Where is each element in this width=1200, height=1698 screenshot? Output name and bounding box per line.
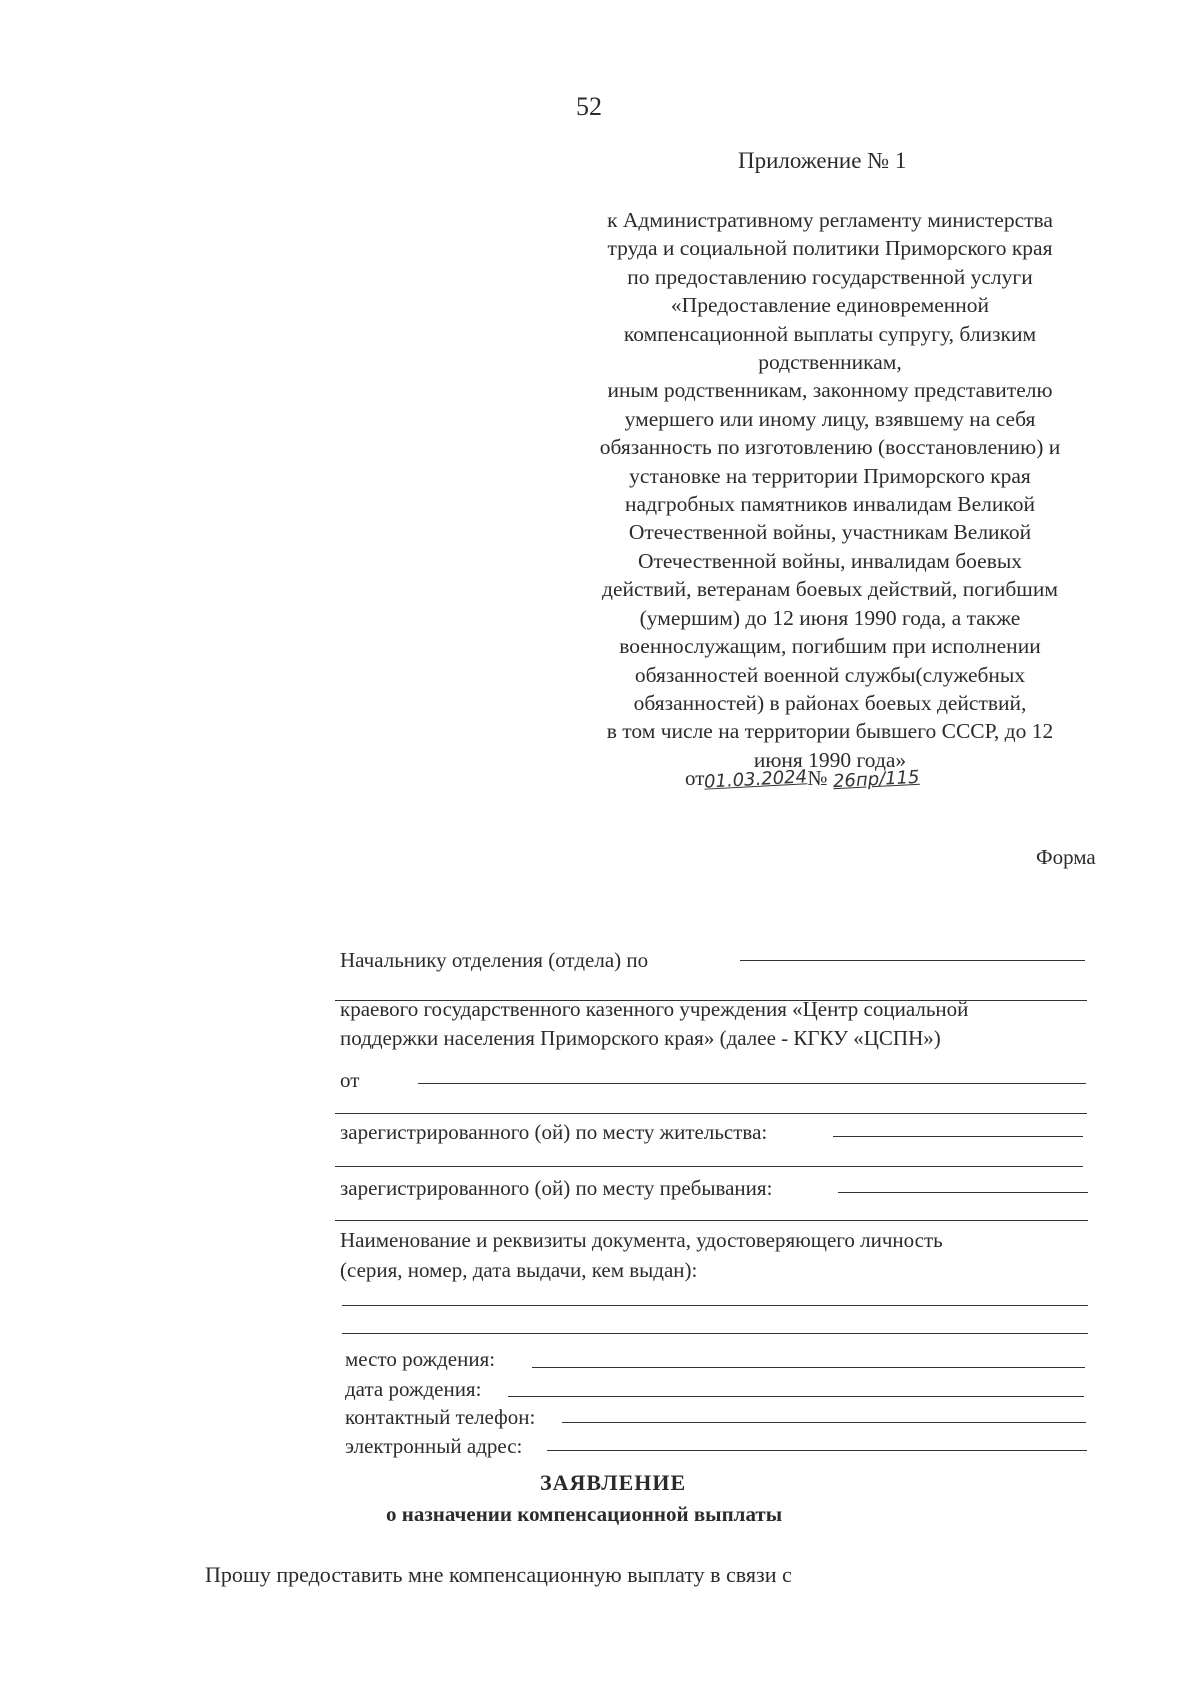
application-subtitle: о назначении компенсационной выплаты	[386, 1502, 783, 1526]
document-blank-line-2[interactable]	[342, 1333, 1088, 1334]
regulation-line: по предоставлению государственной услуги	[627, 264, 1033, 289]
residence-label: зарегистрированного (ой) по месту жительства:	[340, 1120, 768, 1144]
regulation-line: родственникам,	[758, 350, 902, 375]
regulation-line: «Предоставление единовременной	[670, 293, 990, 318]
regulation-line: надгробных памятников инвалидам Великой	[625, 492, 1035, 517]
regulation-line: к Административному регламенту министерства	[607, 208, 1053, 232]
phone-blank-line[interactable]	[562, 1422, 1086, 1423]
stay-blank-line[interactable]	[838, 1192, 1088, 1193]
regulation-line: установке на территории Приморского края	[629, 463, 1031, 488]
from-label: от	[340, 1068, 360, 1092]
regulation-line: умершего или иному лицу, взявшему на себя	[624, 406, 1036, 431]
regulation-date-number	[685, 766, 919, 791]
document-blank-line[interactable]	[342, 1305, 1088, 1306]
birthplace-label: место рождения:	[345, 1347, 496, 1371]
head-blank-line[interactable]	[740, 960, 1085, 961]
number-prefix: №	[807, 766, 828, 790]
regulation-line: иным родственникам, законному представителю	[607, 378, 1053, 403]
regulation-line: действий, ветеранам боевых действий, погибшим	[602, 577, 1058, 602]
phone-label: контактный телефон:	[345, 1405, 536, 1429]
regulation-line: труда и социальной политики Приморского края	[607, 236, 1053, 261]
birthdate-blank-line[interactable]	[508, 1396, 1084, 1397]
regulation-line: обязанностей военной службы(служебных	[634, 662, 1026, 687]
document-line-1: Наименование и реквизиты документа, удостоверяющего личность	[340, 1228, 943, 1252]
application-body-text: Прошу предоставить мне компенсационную выплату в связи с	[205, 1562, 792, 1587]
email-blank-line[interactable]	[547, 1450, 1087, 1451]
handwritten-number: 26пр/115	[832, 766, 920, 793]
from-blank-line[interactable]	[418, 1083, 1086, 1084]
birthplace-blank-line[interactable]	[532, 1367, 1085, 1368]
regulation-line: Отечественной войны, участникам Великой	[628, 520, 1032, 545]
regulation-reference	[560, 206, 1100, 774]
regulation-line: обязанностей) в районах боевых действий,	[633, 690, 1027, 715]
regulation-line: Отечественной войны, инвалидам боевых	[637, 548, 1023, 573]
birthdate-label: дата рождения:	[345, 1377, 482, 1401]
stay-blank-line-2[interactable]	[335, 1220, 1088, 1221]
head-label: Начальнику отделения (отдела) по	[340, 948, 649, 972]
residence-blank-line-2[interactable]	[335, 1166, 1083, 1167]
regulation-line: военнослужащим, погибшим при исполнении	[619, 634, 1041, 659]
email-label: электронный адрес:	[345, 1434, 523, 1458]
regulation-line: обязанность по изготовлению (восстановлению) и	[599, 435, 1061, 460]
appendix-title: Приложение № 1	[738, 148, 907, 173]
handwritten-date: 01.03.2024	[703, 766, 808, 793]
regulation-line: компенсационной выплаты супругу, близким	[623, 321, 1037, 346]
institution-line-1: краевого государственного казенного учреждения «Центр социальной	[340, 997, 969, 1021]
institution-line-2: поддержки населения Приморского края» (далее - КГКУ «ЦСПН»)	[340, 1026, 941, 1050]
application-title: ЗАЯВЛЕНИЕ	[540, 1470, 687, 1495]
page-number: 52	[576, 92, 602, 121]
from-blank-line-2[interactable]	[335, 1113, 1087, 1114]
form-label: Форма	[1036, 845, 1096, 869]
regulation-line: июня 1990 года»	[753, 747, 907, 772]
residence-blank-line[interactable]	[833, 1136, 1083, 1137]
document-line-2: (серия, номер, дата выдачи, кем выдан):	[340, 1258, 698, 1282]
regulation-line: в том числе на территории бывшего СССР, до 12	[606, 719, 1054, 744]
stay-label: зарегистрированного (ой) по месту пребывания:	[340, 1176, 773, 1200]
date-prefix: от	[685, 766, 705, 790]
regulation-line: (умершим) до 12 июня 1990 года, а также	[639, 605, 1021, 630]
